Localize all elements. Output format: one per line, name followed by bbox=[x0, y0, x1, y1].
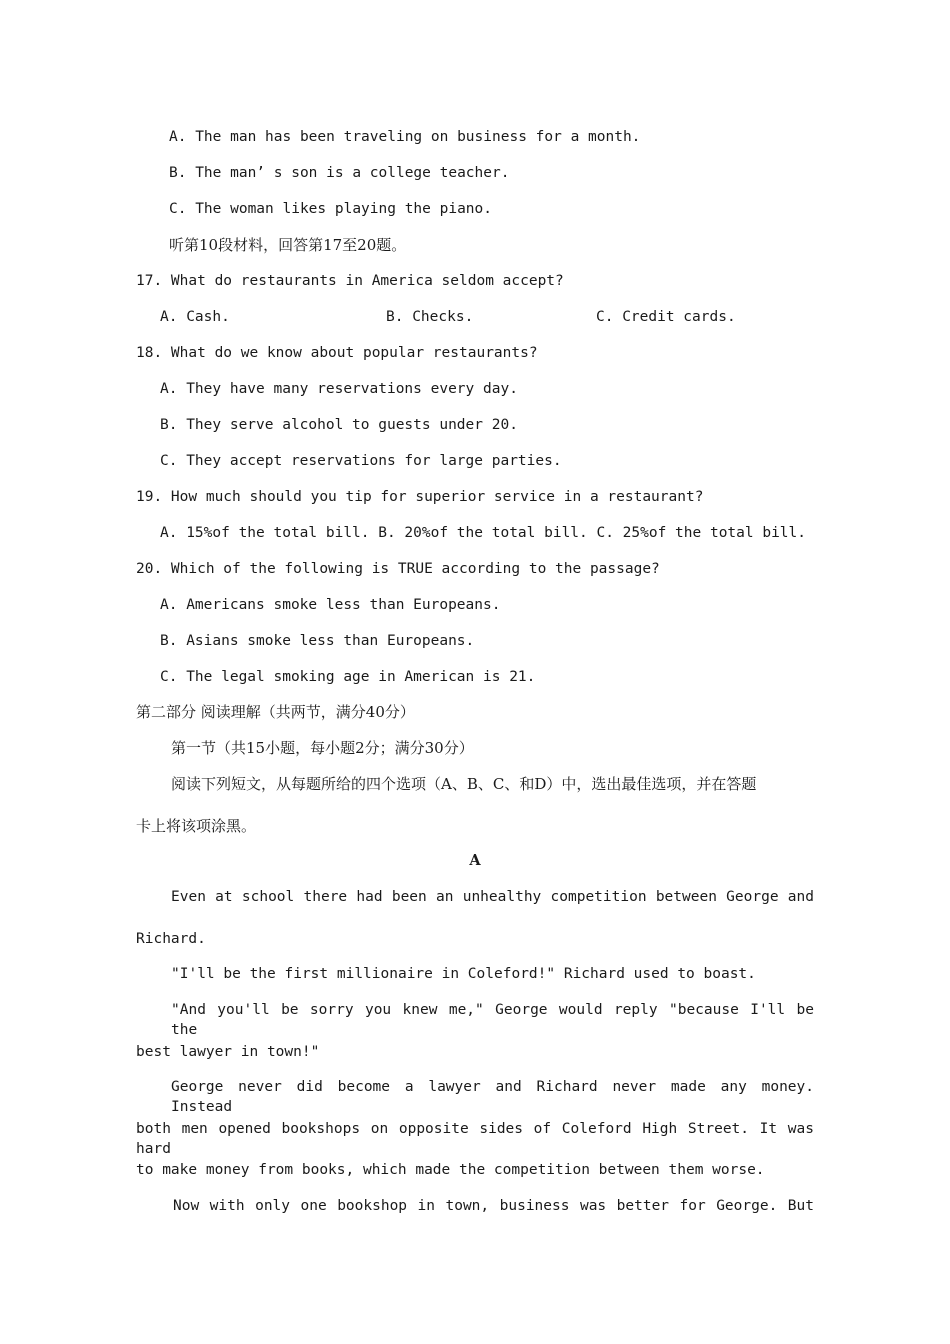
passage-a-p3-line-1: "And you'll be sorry you knew me," George would reply "because I'll be the bbox=[171, 1002, 814, 1038]
passage-a-p4-line-3: to make money from books, which made the competition between them worse. bbox=[136, 1162, 765, 1178]
q19-options: A. 15%of the total bill. B. 20%of the total bill. C. 25%of the total bill. bbox=[160, 525, 807, 541]
reading-instruction-line-1: 阅读下列短文，从每题所给的四个选项（A、B、C、和D）中，选出最佳选项，并在答题 bbox=[171, 775, 757, 793]
passage-a-p4-line-2: both men opened bookshops on opposite sides of Coleford High Street. It was hard bbox=[136, 1121, 814, 1157]
q17-option-b: B. Checks. bbox=[386, 309, 474, 325]
q17-stem: 17. What do restaurants in America seldom accept? bbox=[136, 273, 564, 289]
q16-option-b: B. The man’ s son is a college teacher. bbox=[169, 165, 510, 181]
passage-a-p1-line-2: Richard. bbox=[136, 931, 206, 947]
q18-option-c: C. They accept reservations for large parties. bbox=[160, 453, 562, 469]
q20-option-a: A. Americans smoke less than Europeans. bbox=[160, 597, 501, 613]
passage-a-p1-line-1: Even at school there had been an unhealthy competition between George and bbox=[171, 889, 814, 905]
q18-option-b: B. They serve alcohol to guests under 20. bbox=[160, 417, 518, 433]
passage-a-heading: A bbox=[469, 852, 481, 869]
q18-stem: 18. What do we know about popular restaurants? bbox=[136, 345, 538, 361]
q20-stem: 20. Which of the following is TRUE according to the passage? bbox=[136, 561, 660, 577]
q17-option-a: A. Cash. bbox=[160, 309, 230, 325]
q17-option-c: C. Credit cards. bbox=[596, 309, 736, 325]
part-2-title: 第二部分 阅读理解（共两节，满分40分） bbox=[136, 703, 415, 721]
q19-stem: 19. How much should you tip for superior service in a restaurant? bbox=[136, 489, 704, 505]
q16-option-c: C. The woman likes playing the piano. bbox=[169, 201, 493, 217]
q16-option-a: A. The man has been traveling on business for a month. bbox=[169, 129, 641, 145]
reading-instruction-line-2: 卡上将该项涂黑。 bbox=[136, 817, 257, 835]
q20-option-c: C. The legal smoking age in American is 21. bbox=[160, 669, 536, 685]
q18-option-a: A. They have many reservations every day. bbox=[160, 381, 518, 397]
passage-a-p3-line-2: best lawyer in town!" bbox=[136, 1044, 320, 1060]
passage-a-p5-line-1: Now with only one bookshop in town, business was better for George. But bbox=[173, 1198, 814, 1214]
q20-option-b: B. Asians smoke less than Europeans. bbox=[160, 633, 475, 649]
section-10-instruction: 听第10段材料，回答第17至20题。 bbox=[169, 236, 407, 254]
section-1-title: 第一节（共15小题，每小题2分；满分30分） bbox=[171, 739, 474, 757]
passage-a-p2: "I'll be the first millionaire in Coleford!" Richard used to boast. bbox=[171, 966, 756, 982]
passage-a-p4-line-1: George never did become a lawyer and Richard never made any money. Instead bbox=[171, 1079, 814, 1115]
